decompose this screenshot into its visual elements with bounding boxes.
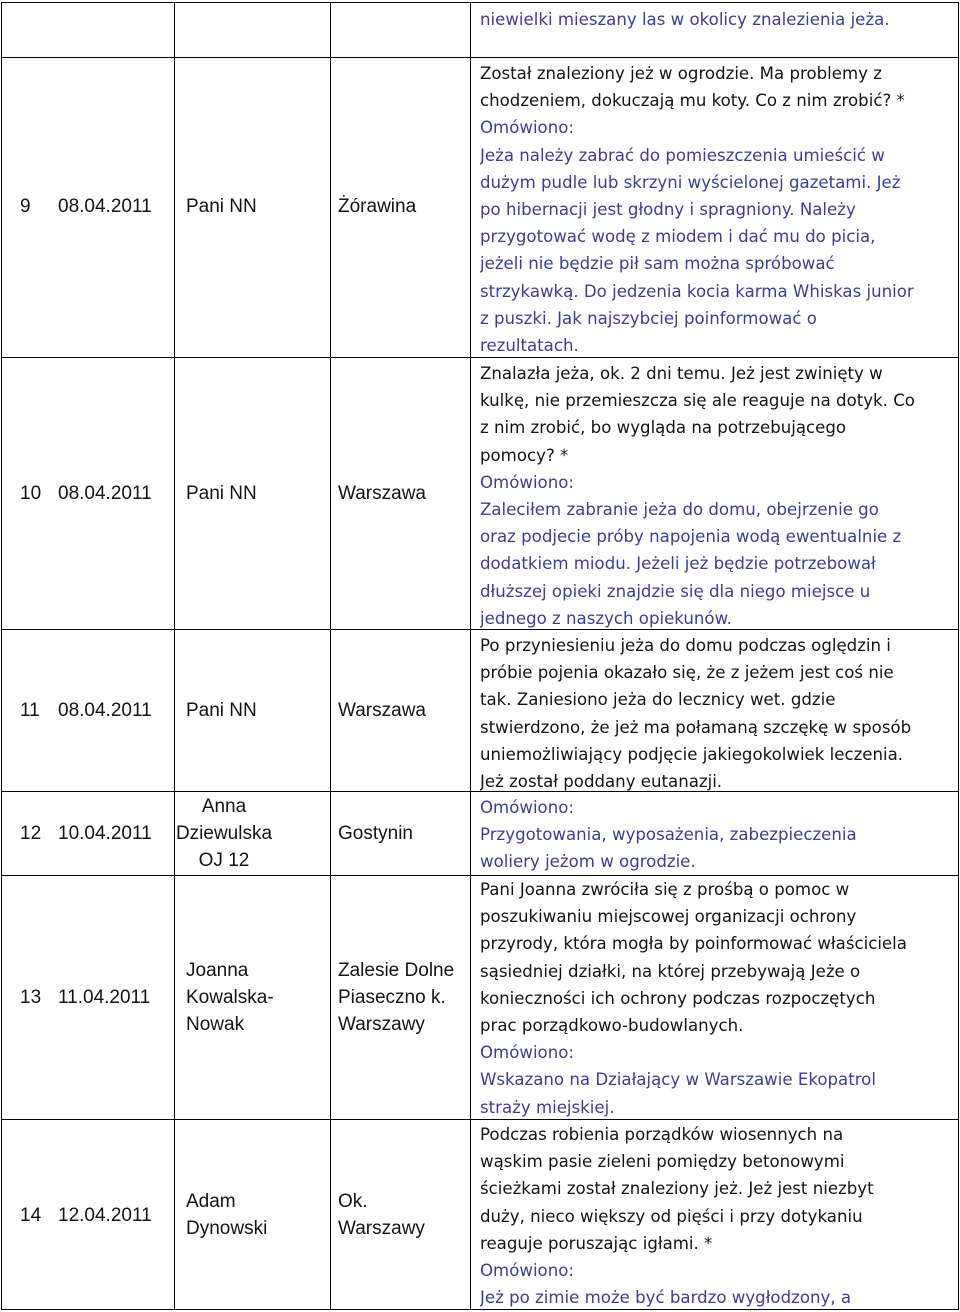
problem-line: wąskim pasie zieleni pomiędzy betonowymi [480, 1152, 845, 1172]
problem-line: próbie pojenia okazało się, że z jeżem jest coś nie [480, 663, 894, 683]
row-divider [1, 57, 959, 58]
answer-line: oraz podjecie próby napojenia wodą ewentualnie z [480, 527, 902, 547]
person-line: OJ 12 [198, 850, 250, 871]
row-date: 12.04.2011 [58, 1205, 152, 1226]
row-number: 10 [20, 483, 42, 504]
problem-line: Został znaleziony jeż w ogrodzie. Ma problemy z [480, 64, 882, 83]
answer-line: Jeż po zimie może być bardzo wygłodzony, a [480, 1288, 852, 1308]
description-continuation [480, 6, 954, 33]
row-person [174, 793, 274, 874]
discussed-label: Omówiono: [480, 1261, 574, 1281]
person-line: Dziewulska [175, 823, 273, 844]
person-line: Joanna [186, 960, 249, 981]
problem-line: stwierdzono, że jeż ma połamaną szczękę w sposób [480, 717, 912, 737]
column-divider [174, 2, 175, 1310]
row-number: 12 [20, 823, 42, 844]
place-line: Warszawy [338, 1218, 425, 1239]
answer-line: Wskazano na Działający w Warszawie Ekopatrol [480, 1070, 876, 1090]
row-person: Pani NN [186, 700, 257, 721]
table-border-right [958, 2, 959, 1310]
problem-line: chodzeniem, dokuczają mu koty. Co z nim zrobić? * [480, 91, 905, 111]
row-description [480, 876, 954, 1121]
row-place: Warszawa [338, 483, 426, 504]
answer-line: z puszki. Jak najszybciej poinformować o [480, 308, 817, 328]
person-line: Nowak [186, 1014, 245, 1035]
answer-line: Przygotowania, wyposażenia, zabezpieczenia [480, 825, 857, 845]
person-line: Dynowski [186, 1218, 268, 1239]
row-date: 08.04.2011 [58, 700, 152, 721]
problem-line: uniemożliwiający podjęcie jakiegokolwiek leczenia. [480, 744, 904, 764]
column-divider [330, 2, 331, 1310]
description-line: niewielki mieszany las w okolicy znalezienia jeża. [480, 10, 890, 29]
answer-line: dłuższej opieki znajdzie się dla niego miejsce u [480, 581, 871, 601]
row-description [480, 632, 954, 795]
discussed-label: Omówiono: [480, 1043, 574, 1063]
row-person [186, 957, 274, 1038]
place-line: Ok. [338, 1191, 368, 1212]
row-divider [1, 2, 959, 3]
row-place: Żórawina [338, 196, 417, 217]
answer-line: dużym pudle lub skrzyni wyścielonej gazetami. Jeż [480, 172, 901, 192]
place-line: Zalesie Dolne [338, 960, 455, 981]
problem-line: konieczności ich ochrony podczas rozpoczętych [480, 988, 876, 1008]
problem-line: kulkę, nie przemieszcza się ale reaguje na dotyk. Co [480, 391, 915, 411]
answer-line: jeżeli nie będzie pił sam można spróbować [480, 254, 835, 274]
row-place: Warszawa [338, 700, 426, 721]
answer-line: straży miejskiej. [480, 1097, 615, 1117]
answer-line: woliery jeżom w ogrodzie. [480, 852, 696, 872]
column-divider [470, 2, 471, 1310]
row-description [480, 794, 954, 876]
place-line: Piaseczno k. [338, 987, 446, 1008]
problem-line: przyrody, która mogła by poinformować właściciela [480, 934, 907, 954]
discussed-label: Omówiono: [480, 472, 574, 492]
problem-line: ścieżkami został znaleziony jeż. Jeż jest niezbyt [480, 1179, 874, 1199]
answer-line: rezultatach. [480, 336, 579, 356]
answer-line: strzykawką. Do jedzenia kocia karma Whiskas junior [480, 281, 914, 301]
row-person: Pani NN [186, 196, 257, 217]
problem-line: Podczas robienia porządków wiosennych na [480, 1125, 844, 1144]
problem-line: tak. Zaniesiono jeża do lecznicy wet. gdzie [480, 690, 836, 710]
row-date: 11.04.2011 [58, 987, 151, 1008]
row-date: 08.04.2011 [58, 196, 152, 217]
row-person [186, 1188, 267, 1242]
row-person: Pani NN [186, 483, 257, 504]
person-line: Adam [186, 1191, 236, 1212]
problem-line: duży, nieco większy od pięści i przy dotykaniu [480, 1206, 863, 1226]
row-number: 14 [20, 1205, 42, 1226]
row-place [338, 957, 454, 1038]
place-line: Warszawy [338, 1014, 425, 1035]
problem-line: Jeż został poddany eutanazji. [480, 772, 723, 792]
row-place: Gostynin [338, 823, 413, 844]
table-border-left [1, 2, 2, 1310]
problem-line: z nim zrobić, bo wygląda na potrzebującego [480, 418, 847, 438]
row-date: 10.04.2011 [58, 823, 152, 844]
row-description [480, 1121, 954, 1311]
person-line: Anna [201, 796, 247, 817]
row-description [480, 360, 954, 632]
row-place [338, 1188, 425, 1242]
person-line: Kowalska- [186, 987, 274, 1008]
problem-line: reaguje poruszając igłami. * [480, 1233, 713, 1253]
problem-line: Pani Joanna zwróciła się z prośbą o pomoc w [480, 880, 850, 899]
problem-line: prac porządkowo-budowlanych. [480, 1016, 744, 1036]
row-date: 08.04.2011 [58, 483, 152, 504]
problem-line: poszukiwaniu miejscowej organizacji ochrony [480, 907, 857, 927]
answer-line: jednego z naszych opiekunów. [480, 608, 732, 628]
row-number: 9 [20, 196, 31, 217]
answer-line: Zaleciłem zabranie jeża do domu, obejrzenie go [480, 500, 879, 520]
discussed-label: Omówiono: [480, 118, 574, 138]
answer-line: przygotować wodę z miodem i dać mu do picia, [480, 227, 876, 247]
problem-line: sąsiedniej działki, na której przebywają Jeże o [480, 961, 861, 981]
row-number: 13 [20, 987, 42, 1008]
problem-line: pomocy? * [480, 445, 569, 465]
row-description [480, 60, 954, 359]
discussed-label: Omówiono: [480, 798, 574, 817]
answer-line: Jeża należy zabrać do pomieszczenia umieścić w [480, 145, 885, 165]
problem-line: Po przyniesieniu jeża do domu podczas oględzin i [480, 636, 891, 655]
answer-line: po hibernacji jest głodny i spragniony. Należy [480, 200, 856, 220]
problem-line: Znalazła jeża, ok. 2 dni temu. Jeż jest zwinięty w [480, 364, 883, 383]
answer-line: dodatkiem miodu. Jeżeli jeż będzie potrzebował [480, 554, 876, 574]
row-number: 11 [20, 700, 40, 721]
